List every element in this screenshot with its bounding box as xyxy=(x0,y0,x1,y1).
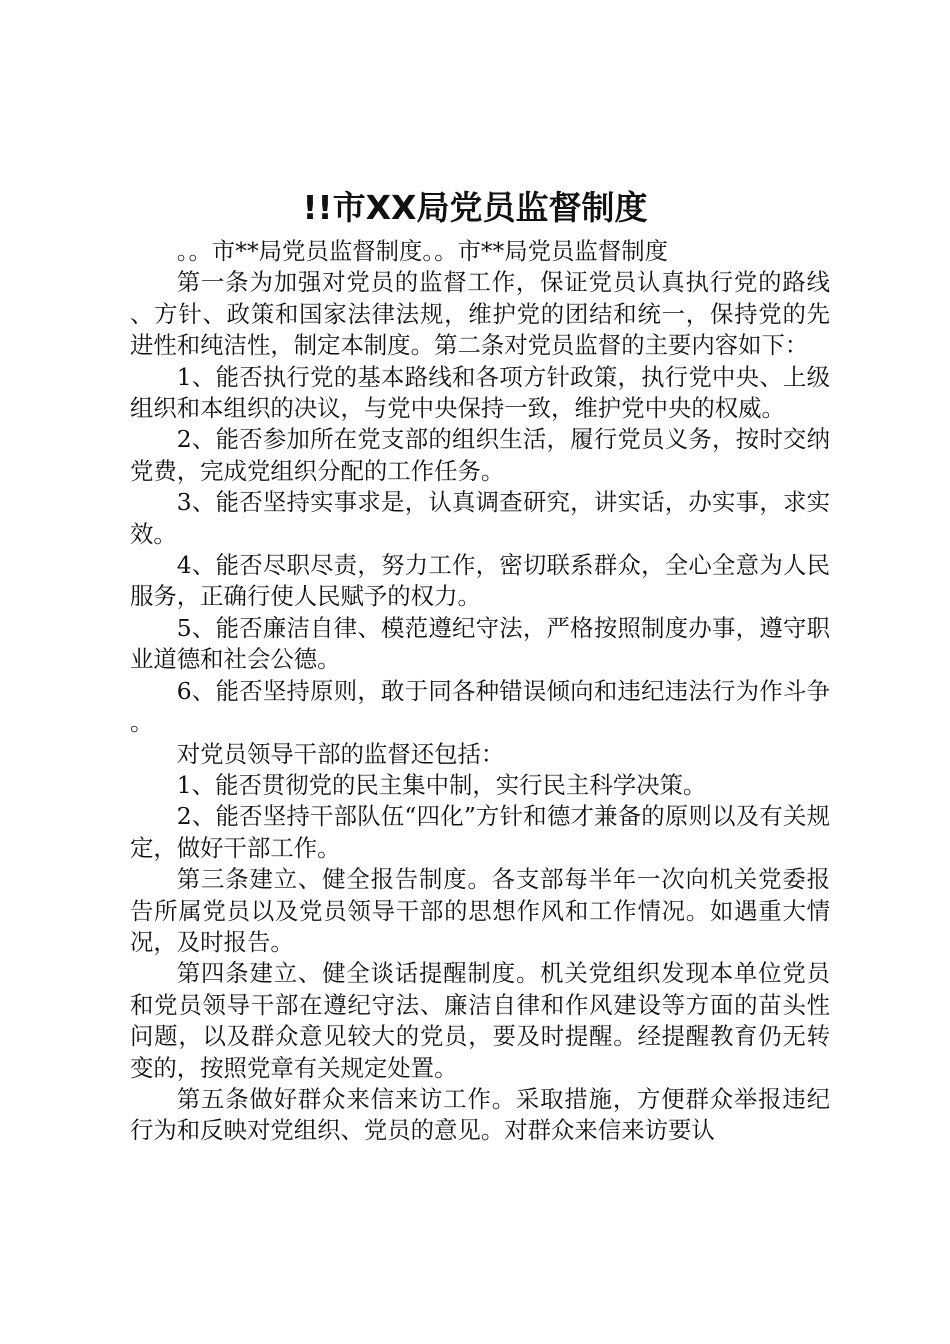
paragraph-leader-item-2: 2、能否坚持干部队伍“四化”方针和德才兼备的原则以及有关规定，做好干部工作。 xyxy=(130,802,830,862)
document-title: !!市XX局党员监督制度 xyxy=(302,188,648,227)
paragraph-item-2: 2、能否参加所在党支部的组织生活，履行党员义务，按时交纳党费，完成党组织分配的工作任务。 xyxy=(130,425,830,485)
paragraph-item-4: 4、能否尽职尽责，努力工作，密切联系群众，全心全意为人民服务，正确行使人民赋予的权力。 xyxy=(130,551,830,611)
paragraph-leader-intro: 对党员领导干部的监督还包括： xyxy=(176,739,505,768)
paragraph-article-4: 第四条建立、健全谈话提醒制度。机关党组织发现本单位党员和党员领导干部在遵纪守法、廉洁自律和作风建设等方面的苗头性问题，以及群众意见较大的党员，要及时提醒。经提醒教育仍无转变的，按照党章有关规定处置。 xyxy=(130,959,830,1082)
paragraph-item-6: 6、能否坚持原则，敢于同各种错误倾向和违纪违法行为作斗争。 xyxy=(130,676,830,737)
paragraph-article-3: 第三条建立、健全报告制度。各支部每半年一次向机关党委报告所属党员以及党员领导干部的思想作风和工作情况。如遇重大情况，及时报告。 xyxy=(130,865,830,956)
paragraph-article-5: 第五条做好群众来信来访工作。采取措施，方便群众举报违纪行为和反映对党组织、党员的意见。对群众来信来访要认 xyxy=(130,1084,830,1145)
paragraph-item-3: 3、能否坚持实事求是，认真调查研究，讲实话，办实事，求实效。 xyxy=(130,488,830,548)
paragraph-leader-item-1: 1、能否贯彻党的民主集中制，实行民主科学决策。 xyxy=(176,770,707,799)
document-body xyxy=(130,236,830,1147)
paragraph-heading-repeat: 。。市**局党员监督制度。。市**局党员监督制度 xyxy=(176,237,668,265)
paragraph-article-1: 第一条为加强对党员的监督工作，保证党员认真执行党的路线、方针、政策和国家法律法规，维护党的团结和统一，保持党的先进性和纯洁性，制定本制度。第二条对党员监督的主要内容如下： xyxy=(130,268,830,360)
paragraph-item-1: 1、能否执行党的基本路线和各项方针政策，执行党中央、上级组织和本组织的决议，与党中央保持一致，维护党中央的权威。 xyxy=(130,362,830,423)
paragraph-item-5: 5、能否廉洁自律、模范遵纪守法，严格按照制度办事，遵守职业道德和社会公德。 xyxy=(130,613,830,674)
